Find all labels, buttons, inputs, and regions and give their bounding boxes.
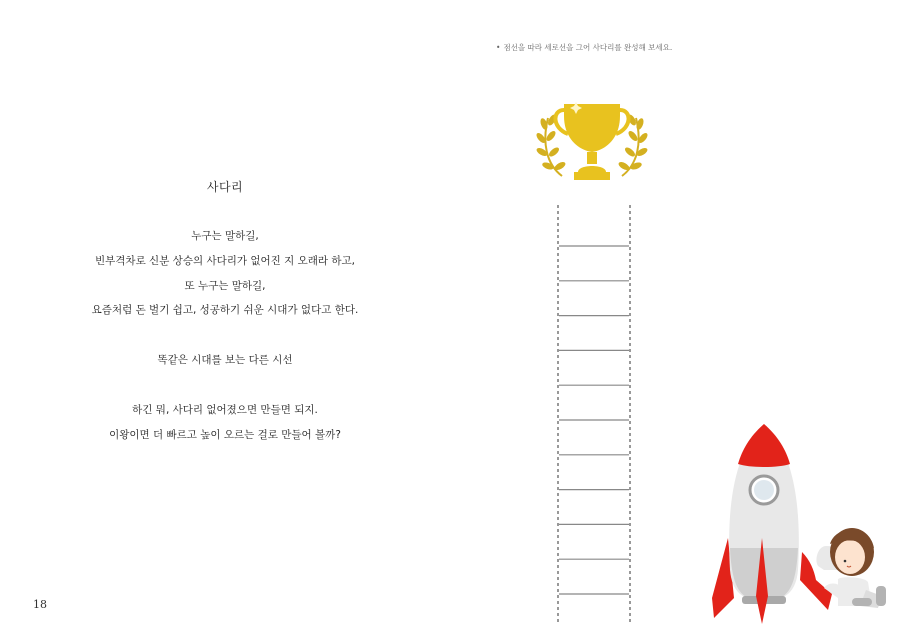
poem-line: 누구는 말하길,	[191, 230, 259, 242]
page-number: 18	[33, 598, 47, 611]
rocket-with-child-illustration	[706, 420, 900, 640]
activity-instruction	[496, 42, 672, 53]
ladder-diagram	[550, 200, 640, 630]
poem-line: 똑같은 시대를 보는 다른 시선	[157, 354, 293, 366]
poem-line: 요즘처럼 돈 벌기 쉽고, 성공하기 쉬운 시대가 없다고 한다.	[91, 304, 359, 316]
poem-line: 또 누구는 말하길,	[184, 280, 266, 292]
bullet-icon: •	[496, 43, 501, 52]
poem-line: 이왕이면 더 빠르고 높이 오르는 걸로 만들어 볼까?	[109, 429, 341, 441]
poem-title: 사다리	[206, 180, 244, 194]
poem-line: 하긴 뭐, 사다리 없어졌으면 만들면 되지.	[132, 404, 318, 416]
right-page	[450, 0, 900, 640]
trophy-icon	[534, 98, 650, 184]
poem-line: 빈부격차로 신분 상승의 사다리가 없어진 지 오래라 하고,	[95, 255, 355, 267]
instruction-text: 점선을 따라 세로선을 그어 사다리를 완성해 보세요.	[503, 43, 673, 52]
